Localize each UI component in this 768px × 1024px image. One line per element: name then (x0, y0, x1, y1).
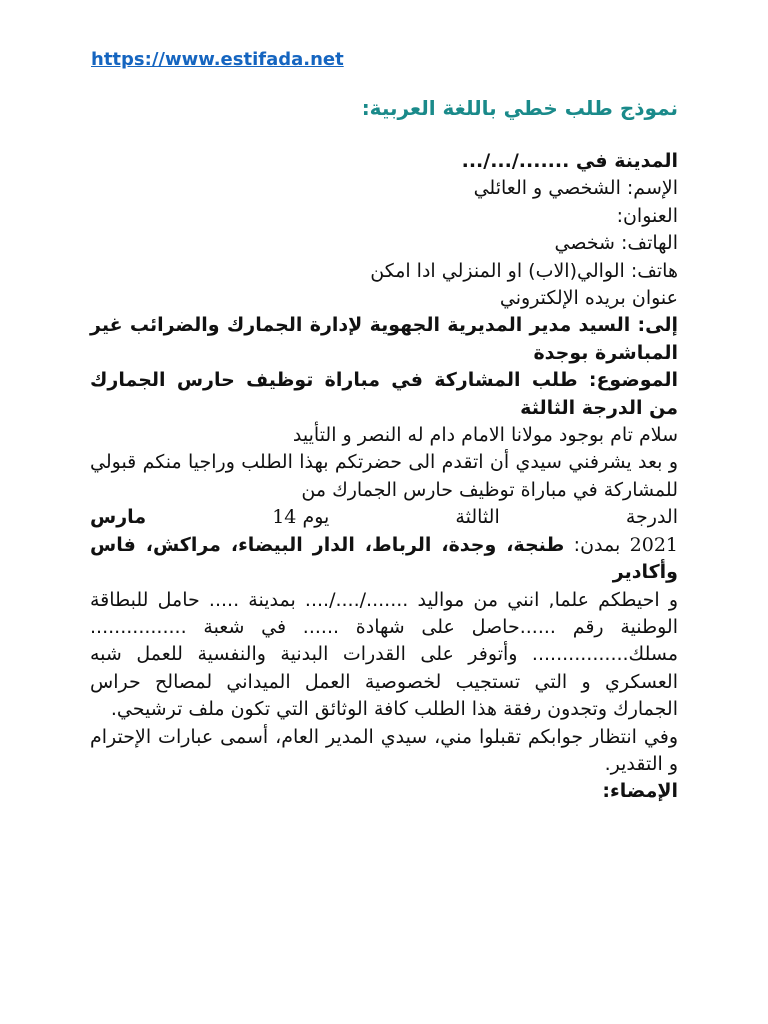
recipient-line: إلى: السيد مدير المديرية الجهوية لإدارة الجمارك والضرائب غير المباشرة بوجدة (90, 314, 678, 364)
third-word: الثالثة (455, 506, 500, 529)
greeting-line: سلام تام بوجود مولانا الامام دام له النصر و التأييد (292, 424, 678, 447)
cities-intro: بمدن: (573, 533, 621, 556)
name-line: الإسم: الشخصي و العائلي (473, 177, 678, 200)
city-date-line: المدينة في ......./.../... (461, 150, 678, 172)
cities-list: طنجة، وجدة، الرباط، الدار البيضاء، مراكش، فاس وأكادير (90, 533, 678, 584)
source-link[interactable]: https://www.estifada.net (91, 49, 344, 70)
letter-body (90, 148, 678, 806)
day-number: 14 (272, 506, 297, 529)
email-line: عنوان بريده الإلكتروني (499, 287, 678, 310)
day-group (272, 504, 329, 531)
month-word: مارس (90, 506, 147, 529)
year-number: 2021 (629, 533, 678, 556)
paragraph-intro: و بعد يشرفني سيدي أن اتقدم الى حضرتكم بهذا الطلب وراجيا منكم قبولي للمشاركة في مباراة توظيف حارس الجمارك من (90, 451, 678, 501)
paragraph-details: و احيطكم علما, انني من مواليد ......./..../.... بمدينة ..... حامل للبطاقة الوطنية رقم ......حاصل على شهادة ...... في شعبة ................ مسلك................ وأتوفر على القدرات البدنية والنفسية للعمل شبه العسكري و التي تستجيب لخصوصية العمل الميداني لمصالح حراس الجمارك وتجدون رفقة هذا الطلب كافة الوثائق التي تكون ملف ترشيحي. (90, 588, 678, 721)
guardian-phone-line: هاتف: الوالي(الاب) او المنزلي ادا امكن (370, 259, 678, 282)
document-title: نموذج طلب خطي باللغة العربية: (361, 96, 678, 120)
address-line: العنوان: (616, 204, 678, 227)
paragraph-date-line (90, 504, 678, 531)
signature-label: الإمضاء: (602, 780, 678, 803)
subject-line: الموضوع: طلب المشاركة في مباراة توظيف حارس الجمارك من الدرجة الثالثة (90, 369, 678, 419)
day-word: يوم (302, 506, 330, 529)
paragraph-cities (90, 532, 678, 587)
paragraph-closing: وفي انتظار جوابكم تقبلوا مني، سيدي المدير العام، أسمى عبارات الإحترام و التقدير. (90, 725, 678, 775)
phone-line: الهاتف: شخصي (554, 232, 678, 255)
degree-word: الدرجة (625, 506, 678, 529)
